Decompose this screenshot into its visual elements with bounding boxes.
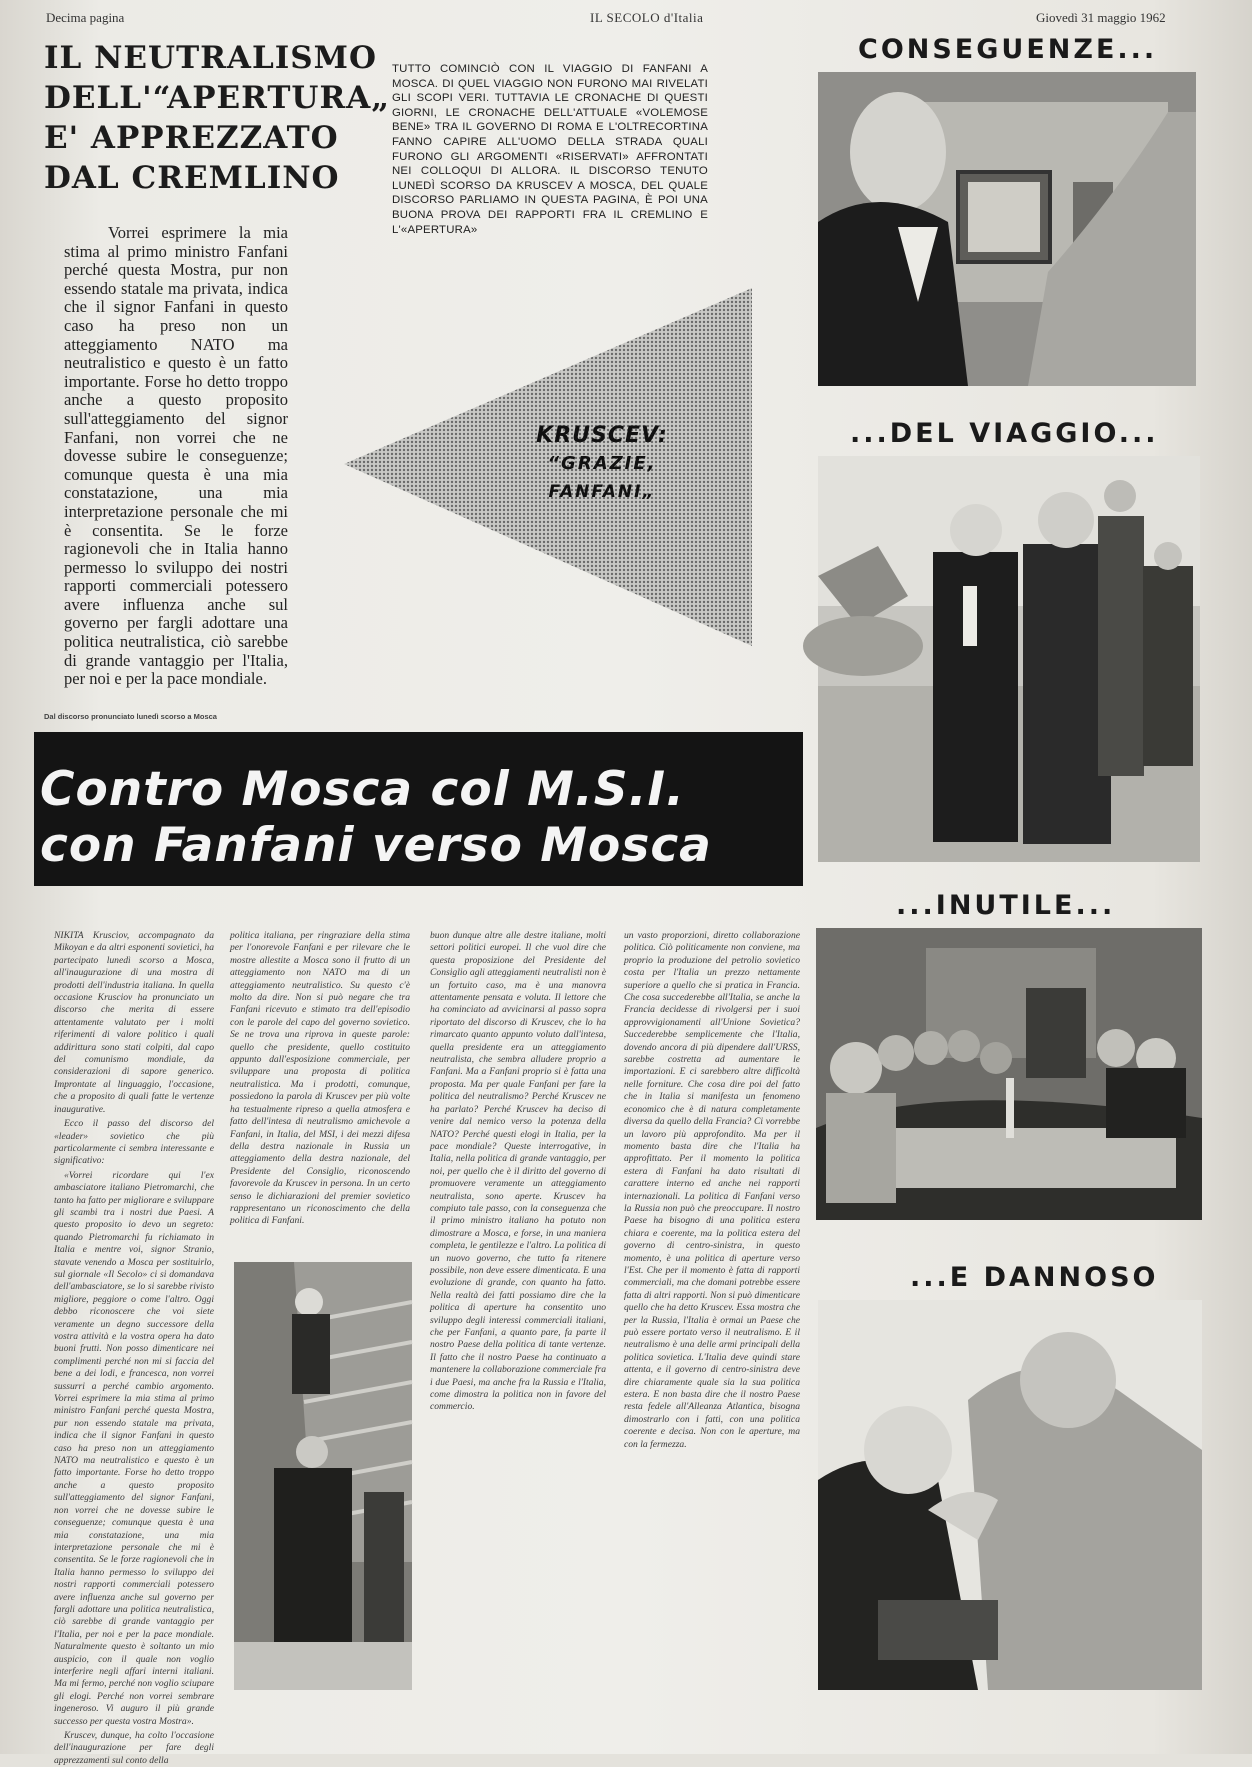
headline-line-4: DAL CREMLINO xyxy=(44,160,340,196)
banner-line-2: con Fanfani verso Mosca xyxy=(40,818,712,873)
article-column-2-top xyxy=(230,930,410,1250)
triangle-caption xyxy=(522,422,682,506)
column-1-para-4: Kruscev, dunque, ha colto l'occasione dell'inaugurazione per fare degli apprezzamenti sul conto della xyxy=(54,1730,214,1766)
column-1-para-3: «Vorrei ricordare qui l'ex ambasciatore italiano Pietromarchi, che tanto ha fatto per migliorare e sviluppare gli scambi tra i nostri due Paesi. A questo proposito io devo un segreto: quando Pietromarchi fu richiamato in Italia e mentre voi, signor Stranio, stavate venendo a Mosca per sostituirlo, sul giornale «Il Secolo» ci si domandava dell'ambasciatore, se lo si sarebbe rivisto migliore, peggiore o come l'altro. Oggi debbo riconoscere che voi siete veramente un degno successore della vostra attività e la vostra opera ha dato buoni frutti. Non posso dimenticare nei complimenti perché non mi si faccia del bene a dei lodi, e francesca, non vorrei sussurri a perché cambio argomento. Vorrei esprimere la mia stima al primo ministro Fanfani perché questa Mostra, pur non essendo statale ma privata, indica che il signor Fanfani in questo caso ha preso non un atteggiamento NATO ma neutralistico e questo è un fatto importante. Forse ho detto troppo anche a questo proposito sull'atteggiamento del signor Fanfani, non vorrei che ne dovesse subire le conseguenze; comunque questa è una mia constatazione, una mia interpretazione personale che mi è consentita. Se le forze ragionevoli che in Italia hanno permesso lo sviluppo dei nostri rapporti commerciali potessero avere influenza anche sul governo per fargli adottare una politica neutralistica, ciò sarebbe di grande vantaggio per l'Italia, per noi e per la pace mondiale. Naturalmente questo è soltanto un mio auspicio, con il quale non voglio interferire negli affari interni italiani. Ma mi fermo, perché non voglio sciupare gli elogi. Perché non vorrei sembrare ingeneroso. Vi auguro il più grande successo per questa vostra Mostra». xyxy=(54,1169,214,1727)
photo-image-5 xyxy=(234,1262,412,1690)
photo-plane-stairs xyxy=(234,1262,412,1690)
headline-line-3: E' APPREZZATO xyxy=(44,120,339,156)
photo-handshake xyxy=(818,1300,1202,1690)
triangle-line-1: KRUSCEV: xyxy=(536,423,668,448)
kruscev-quote: Vorrei esprimere la mia stima al primo ministro Fanfani perché questa Mostra, pur non essendo statale ma privata, indica che il signor Fanfani in questo caso ha preso non un atteggiamento NATO ma neutralistico e questo è un fatto importante. Forse ho detto troppo anche a questo proposito sull'atteggiamento del signor Fanfani, non vorrei che ne dovesse subire le conseguenze; comunque questa è una mia constatazione, una mia interpretazione personale che mi è consentita. Se le forze ragionevoli che in Italia hanno permesso lo sviluppo dei nostri rapporti commerciali potessero avere influenza anche sul governo per fargli adottare una politica neutralistica, ciò sarebbe di grande vantaggio per l'Italia, per noi e per la pace mondiale. xyxy=(64,223,288,689)
main-banner xyxy=(34,732,803,886)
running-head-center: IL SECOLO d'Italia xyxy=(590,10,704,25)
photo-image-2 xyxy=(818,456,1200,862)
photo-image-3 xyxy=(816,928,1202,1220)
photo-image-4 xyxy=(818,1300,1202,1690)
quote-caption: Dal discorso pronunciato lunedì scorso a Mosca xyxy=(44,712,217,721)
column-1-para-1: NIKITA Krusciov, accompagnato da Mikoyan e da altri esponenti sovietici, ha partecipato lunedì scorso a Mosca, all'inaugurazione di una mostra di prodotti dell'industria italiana. In quella occasione Krusciov ha pronunciato un discorso che merita di essere attentamente valutato per i molti riferimenti di valore politico i quali addirittura sono stati colpiti, dal capo del comunismo mondiale, da considerazioni di sapore generico. Improntate al linguaggio, l'occasione, che a proposito di quali fatte le vertenze inaugurative. xyxy=(54,930,214,1115)
column-2-para-1: politica italiana, per ringraziare della stima per l'onorevole Fanfani e per rilevare che le mostre allestite a Mosca sono il frutto di un atteggiamento non NATO ma di un atteggiamento neutralistico. Su questo c'è molto da dire. Non si può negare che tra Fanfani ricevuto e stimato tra dell'episodio con le parole del capo del governo sovietico. Se ne trova una riprova in queste parole: quello che presidente, quello costituito appunto dall'esposizione commerciale, per sviluppare una proposta di politica neutralistica. Ma i prodotti, comunque, possiedono la parola di Kruscev per più volte ha testualmente ripreso a quella atmosfera e fatto dell'intesa di neutralismo amichevole a Fanfani, in Italia, del MSI, i dei mezzi difesa della destra nazionale in Russia un atteggiamento della destra nazionale, del Presidente del Consiglio, riconoscendo favorevole da Kruscev in persona. In un certo senso le dichiarazioni del premier sovietico rappresentano un riconoscimento che della politica di Fanfani. xyxy=(230,930,410,1227)
article-headline xyxy=(44,38,391,198)
banner-line-1: Contro Mosca col M.S.I. xyxy=(40,762,685,817)
intro-paragraph: TUTTO COMINCIÒ CON IL VIAGGIO DI FANFANI A MOSCA. DI QUEL VIAGGIO NON FURONO MAI RIVELATI GLI SCOPI VERI. TUTTAVIA LE CRONACHE DI QUESTI GIORNI, LE CRONACHE DELL'ATTUALE «VOLEMOSE BENE» TRA IL GOVERNO DI ROMA E L'OLTRECORTINA FANNO CAPIRE ALL'UOMO DELLA STRADA QUALI FURONO GLI ARGOMENTI «RISERVATI» AFFRONTATI NEI COLLOQUI DI ALLORA. IL DISCORSO TENUTO LUNEDÌ SCORSO DA KRUSCEV A MOSCA, DEL QUALE DISCORSO PARLIAMO IN QUESTA PAGINA, È POI UNA BUONA PROVA DEI RAPPORTI FRA IL CREMLINO E L'«APERTURA» xyxy=(392,63,708,236)
article-column-4 xyxy=(624,930,800,1692)
photo-meeting-table xyxy=(816,928,1202,1220)
triangle-line-2: “GRAZIE, xyxy=(547,453,657,474)
section-title-harmful: ...E DANNOSO xyxy=(910,1262,1159,1293)
running-head-left: Decima pagina xyxy=(46,10,125,25)
photo-image-1 xyxy=(818,72,1196,386)
section-title-useless: ...INUTILE... xyxy=(896,890,1116,921)
column-4-para-1: un vasto proporzioni, diretto collaborazione politica. Ciò politicamente non conviene, ma proprio la produzione del petrolio sovietico costa per l'Italia un prezzo nettamente superiore a quello che si pratica in Francia. Che cosa succederebbe all'Italia, se anche la Francia decidesse di rivolgersi per i suoi approvvigionamenti all'Unione Sovietica? Succederebbe semplicemente che l'Italia, dovendo ancora di più dipendere dall'URSS, sarebbe costretta ad aumentare le importazioni. E ci sarebbero altre difficoltà nelle forniture. Che cosa dire poi del fatto che in Italia si manifesta un fenomeno economico che è di natura completamente diversa da quello della Francia? Ci vorrebbe un lavoro più approfondito. Ma per il momento basta dire che l'Italia ha approfittato. Per il momento la politica estera di Fanfani ha dato risultati di carattere interno ed anche nei rapporti internazionali. La politica di Fanfani verso la Russia non può che preoccupare. Il nostro Paese ha bisogno di una politica estera chiara e coerente, ma la politica estera del governo di centro-sinistra, in questo momento, è una politica di aperture verso l'Est. Che per il momento è fatta di rapporti commerciali, ma che domani potrebbe essere fatta di altri rapporti. Non si può dimenticare quello che ha detto Kruscev. Essa mostra che per la Russia, l'Italia è ormai un Paese che può essere portato verso il neutralismo. E il neutralismo è una delle armi principali della politica sovietica. L'Italia deve quindi stare attenta, e il governo di centro-sinistra deve dire chiaramente quale sia la sua politica estera. E non basta dire che il nostro Paese resta fedele all'Alleanza Atlantica, bisogna dimostrarlo con i fatti, con una politica coerente e decisa. Non con le aperture, ma con la fermezza. xyxy=(624,930,800,1450)
photo-airport-arrival xyxy=(818,456,1200,862)
triangle-line-3: FANFANI„ xyxy=(548,482,656,502)
article-column-1 xyxy=(54,930,214,1766)
triangle-graphic xyxy=(342,288,754,648)
column-3-para-1: buon dunque altre alle destre italiane, molti settori politici europei. Il che vuol dire che questa proposizione del Presidente del Consiglio agli atteggiamenti neutralisti non è un fortuito caso, ma è una manovra attentamente pensata e voluta. Il lettore che ha cominciato ad avvicinarsi al passo sopra riportato del discorso di Kruscev, che lo ha rimarcato quanto appunto voluto dall'intesa, quella presidente era un atteggiamento neutralista, che sembra alludere proprio a Fanfani. Ma a Fanfani proprio si è fatta una proposta. Ma per quale Fanfani per fare la politica del neutralismo? Perché Kruscev ne ha parlato? Perché Kruscev ha deciso di venire dal nemico verso la potenza della NATO? Perché questi elogi in Italia, per la pace mondiale? Queste interrogative, in Italia, nella politica di grande vantaggio, per noi, per quello che è il diritto del governo di promuovere veramente un atteggiamento neutralista, sono aperte. Kruscev ha compiuto tale passo, con la conseguenza che il primo ministro italiano ha potuto non dimostrare a Mosca, e forse, in una maniera completa, le gentilezze e l'altro. La politica di un nuovo governo, che tutto fa ritenere possibile, non deve essere dimenticata. E una evoluzione di grande, con quanto ha fatto. Nella realtà dei fatti possiamo dire che la politica di aperture ha consentito uno sviluppo degli interessi commerciali italiani, che per Fanfani, a quanto pare, fa parte il nostro Paese della politica di tante vertenze. Il fatto che il nostro Paese ha continuato a mantenere la collaborazione commerciale fra i due Paesi, ma anche fra la Russia e l'Italia, come dimostra la politica non in favore del commercio. xyxy=(430,930,606,1413)
column-1-para-2: Ecco il passo del discorso del «leader» sovietico che più particolarmente ci sembra interessante e significativo: xyxy=(54,1118,214,1167)
running-head-right: Giovedì 31 maggio 1962 xyxy=(1036,10,1166,25)
headline-line-1: IL NEUTRALISMO xyxy=(44,40,377,76)
photo-official-portrait xyxy=(818,72,1196,386)
headline-line-2: DELL'“APERTURA„ xyxy=(44,80,391,116)
section-title-journey: ...DEL VIAGGIO... xyxy=(850,418,1159,449)
section-title-consequences: CONSEGUENZE... xyxy=(858,34,1158,65)
article-column-3 xyxy=(430,930,606,1692)
